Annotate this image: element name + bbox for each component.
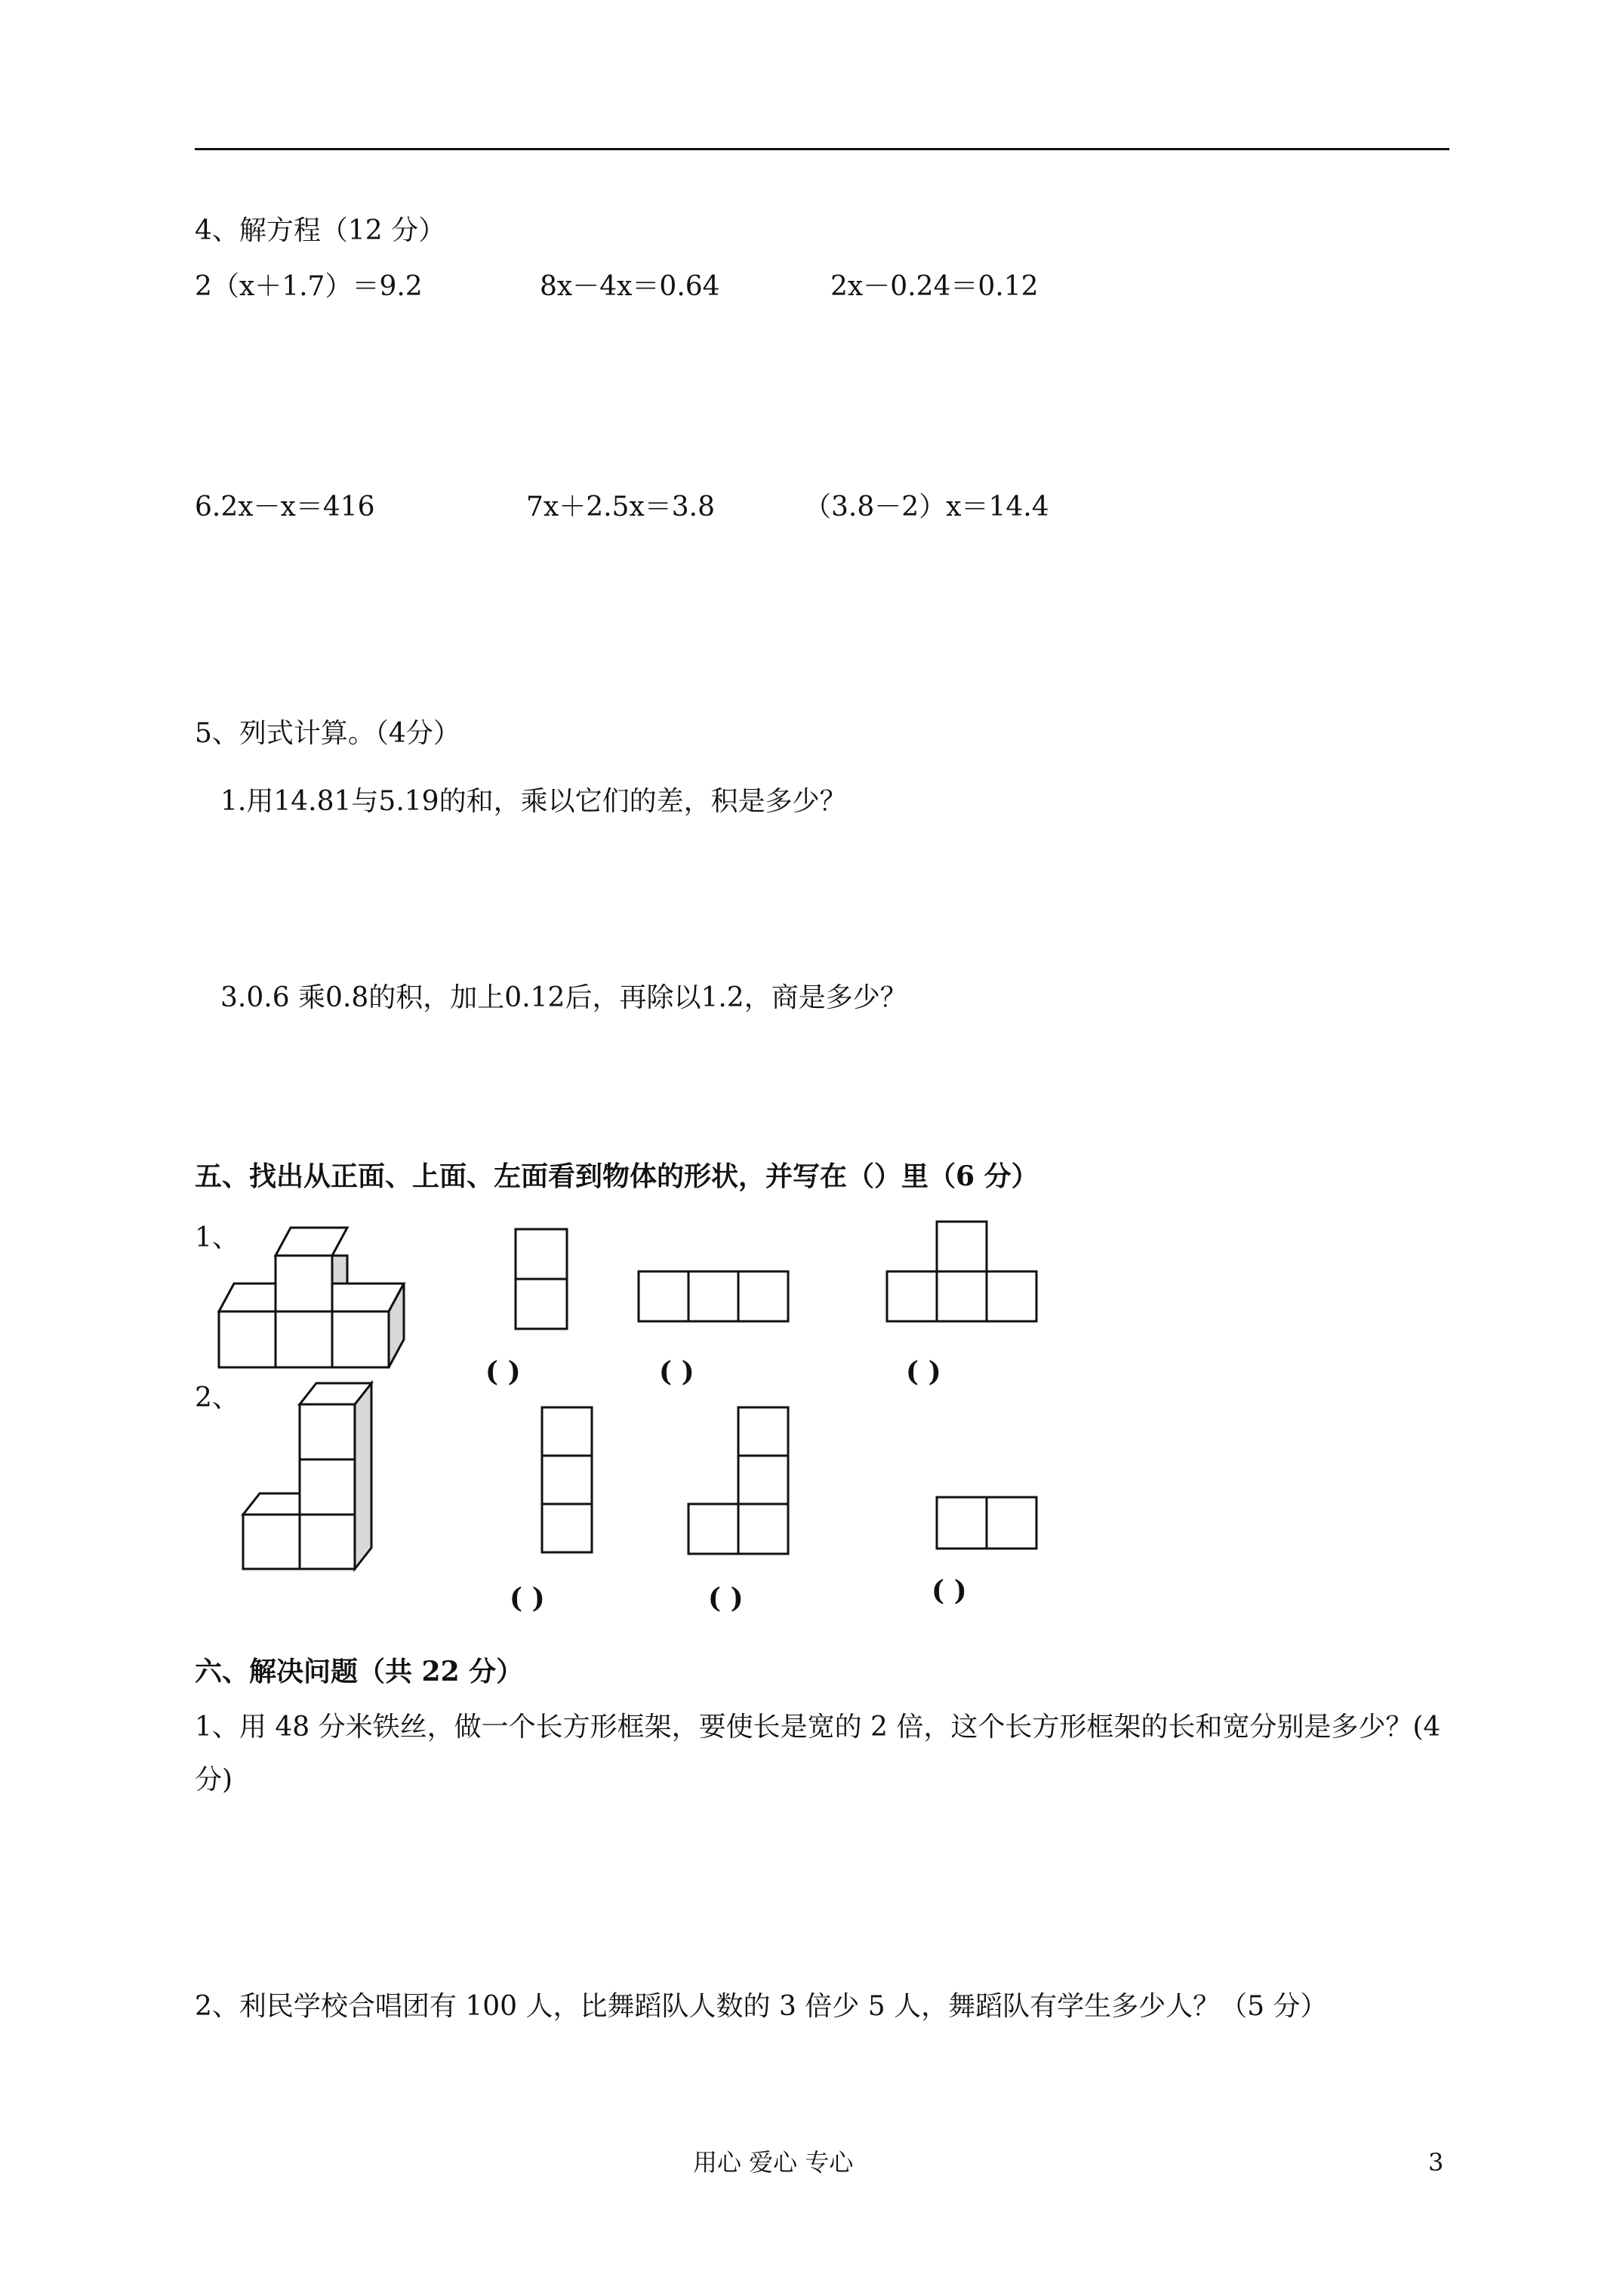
part6-problem-2: 2、利民学校合唱团有 100 人，比舞蹈队人数的 3 倍少 5 人，舞蹈队有学生多少人？（5 分） xyxy=(195,1991,1328,2022)
equation-2: 8x－4x＝0.64 xyxy=(540,271,720,302)
equation-6: （3.8－2）x＝14.4 xyxy=(804,492,1049,522)
part5-heading: 五、找出从正面、上面、左面看到物体的形状，并写在（）里（6 分） xyxy=(195,1160,1039,1192)
part6-problem-1-cont: 分) xyxy=(195,1764,233,1795)
sec5-question-1: 1.用14.81与5.19的和，乘以它们的差，积是多少？ xyxy=(220,786,847,817)
equation-3: 2x－0.24＝0.12 xyxy=(830,271,1039,302)
sec5-heading: 5、列式计算。（4分） xyxy=(195,718,460,749)
answer-paren: ( ) xyxy=(906,1356,941,1388)
figure-2-view-a xyxy=(542,1407,592,1552)
equation-5: 7x＋2.5x＝3.8 xyxy=(526,492,716,522)
part5-q1-label: 1、 xyxy=(195,1222,239,1253)
figure-2-view-c xyxy=(937,1497,1036,1549)
figure-2-cubes xyxy=(243,1383,371,1569)
answer-paren: ( ) xyxy=(659,1356,694,1388)
answer-paren: ( ) xyxy=(510,1583,545,1614)
part5-q2-label: 2、 xyxy=(195,1382,239,1413)
part6-problem-1: 1、用 48 分米铁丝，做一个长方形框架，要使长是宽的 2 倍，这个长方形框架的长和宽分别是多少？(4 xyxy=(195,1712,1441,1743)
sec4-heading: 4、解方程（12 分） xyxy=(195,215,446,246)
figure-1-view-c xyxy=(887,1222,1036,1321)
figure-1-cubes xyxy=(219,1228,404,1367)
equation-4: 6.2x－x＝416 xyxy=(195,492,375,522)
footer-motto: 用心 爱心 专心 xyxy=(693,2148,854,2177)
figure-1-view-b xyxy=(639,1271,788,1321)
answer-paren: ( ) xyxy=(932,1575,967,1607)
part6-heading: 六、解决问题（共 22 分） xyxy=(195,1656,524,1687)
sec5-question-3: 3.0.6 乘0.8的积，加上0.12后，再除以1.2，商是多少？ xyxy=(220,982,907,1013)
page-number: 3 xyxy=(1428,2148,1444,2177)
figure-2-view-b xyxy=(688,1407,788,1554)
equation-1: 2（x＋1.7）＝9.2 xyxy=(195,271,423,302)
answer-paren: ( ) xyxy=(708,1583,744,1614)
figure-1-view-a xyxy=(516,1229,567,1329)
answer-paren: ( ) xyxy=(485,1356,521,1388)
